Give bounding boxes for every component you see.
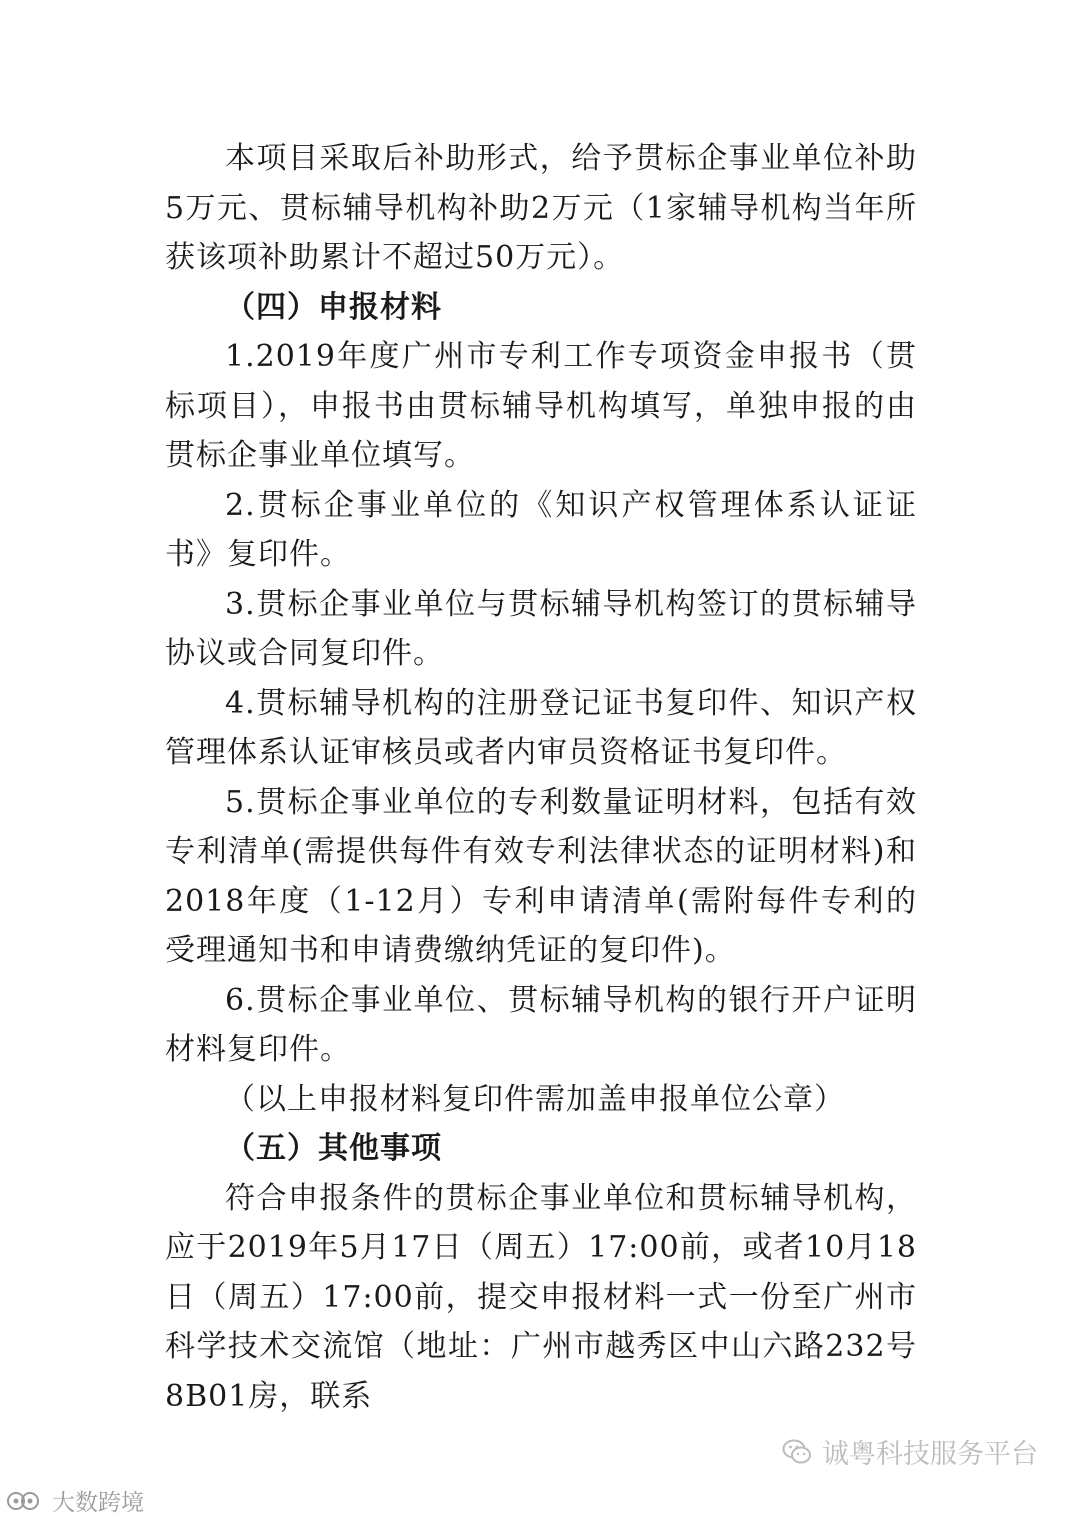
material-item-3: 3.贯标企事业单位与贯标辅导机构签订的贯标辅导协议或合同复印件。	[165, 586, 917, 671]
paragraph-submission: 符合申报条件的贯标企事业单位和贯标辅导机构，应于2019年5月17日（周五）17:00前，或者10月18日（周五）17:00前，提交申报材料一式一份至广州市科学技术交流馆（地址：广州市越秀区中山六路232号8B01房，联系	[165, 1180, 917, 1414]
material-item-2: 2.贯标企事业单位的《知识产权管理体系认证证书》复印件。	[165, 487, 917, 572]
material-item-6: 6.贯标企事业单位、贯标辅导机构的银行开户证明材料复印件。	[165, 982, 917, 1067]
material-item-1: 1.2019年度广州市专利工作专项资金申报书（贯标项目），申报书由贯标辅导机构填写，单独申报的由贯标企事业单位填写。	[165, 339, 917, 473]
section-heading-other: （五）其他事项	[225, 1131, 442, 1166]
material-item-5: 5.贯标企事业单位的专利数量证明材料，包括有效专利清单(需提供每件有效专利法律状态的证明材料)和2018年度（1-12月）专利申请清单(需附每件专利的受理通知书和申请费缴纳凭证的复印件)。	[165, 784, 917, 968]
brand-logo-icon	[6, 1488, 46, 1514]
material-item-4: 4.贯标辅导机构的注册登记证书复印件、知识产权管理体系认证审核员或者内审员资格证书复印件。	[165, 685, 917, 770]
wechat-icon	[782, 1438, 812, 1466]
site-brand-name: 大数跨境	[52, 1490, 144, 1516]
materials-note: （以上申报材料复印件需加盖申报单位公章）	[225, 1081, 845, 1117]
document-body	[165, 134, 917, 1421]
section-heading-materials: （四）申报材料	[225, 289, 442, 325]
site-watermark	[6, 1484, 144, 1517]
wechat-account-name: 诚粤科技服务平台	[822, 1439, 1038, 1470]
wechat-watermark	[782, 1432, 1038, 1471]
paragraph-subsidy: 本项目采取后补助形式，给予贯标企事业单位补助5万元、贯标辅导机构补助2万元（1家辅导机构当年所获该项补助累计不超过50万元）。	[165, 141, 917, 275]
